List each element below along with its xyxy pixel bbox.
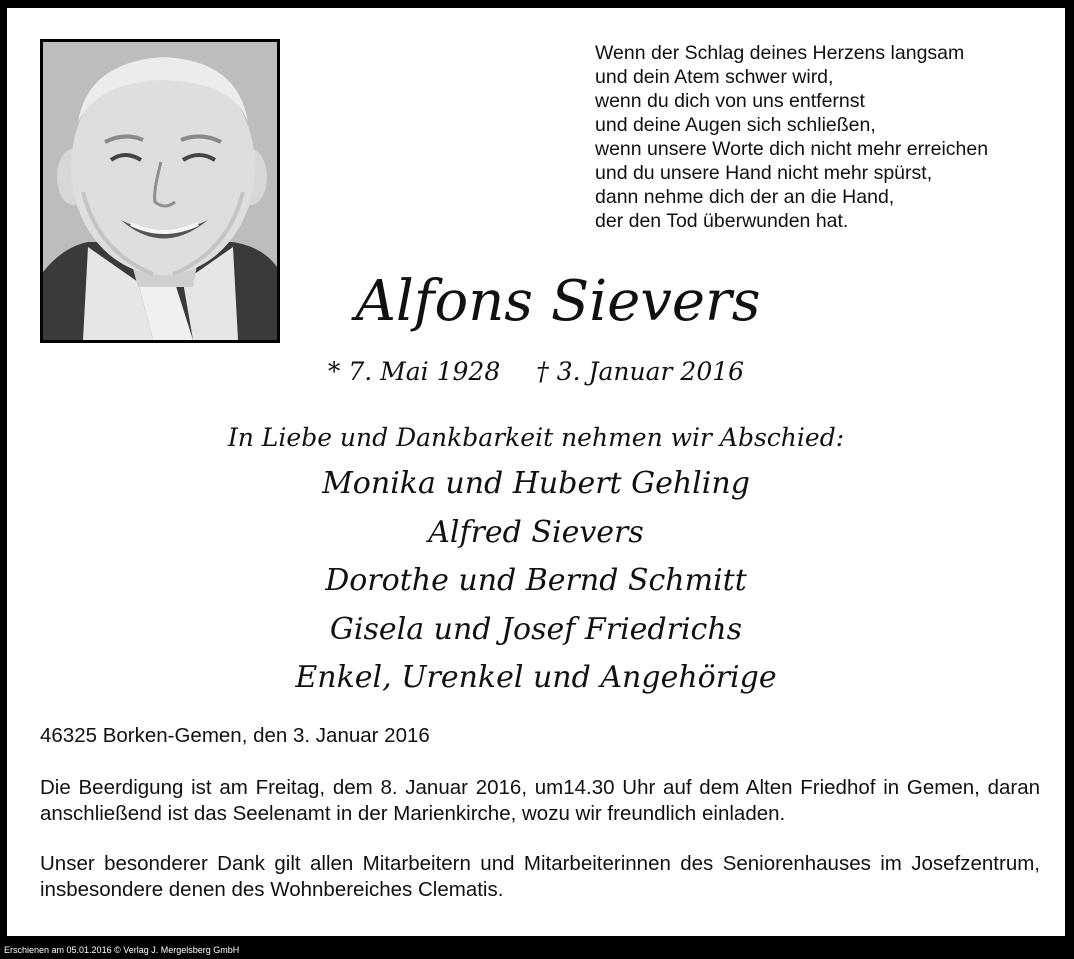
farewell-intro: In Liebe und Dankbarkeit nehmen wir Abschied:: [227, 423, 845, 452]
birth-date: * 7. Mai 1928: [327, 357, 501, 386]
thanks-notice: Unser besonderer Dank gilt allen Mitarbeitern und Mitarbeiterinnen des Seniorenhauses im Josefzentrum, insbesondere denen des Wohnbereiches Clematis.: [40, 852, 1040, 901]
poem-line: dann nehme dich der an die Hand,: [595, 186, 895, 208]
mourner-line: Gisela und Josef Friedrichs: [329, 611, 743, 647]
death-date: † 3. Januar 2016: [536, 357, 745, 386]
poem: [595, 41, 988, 233]
life-dates: [7, 356, 1065, 388]
mourner-line: Alfred Sievers: [428, 514, 644, 550]
obituary-card: [7, 8, 1065, 936]
mourner-line: Dorothe und Bernd Schmitt: [325, 563, 747, 598]
publication-footer: Erschienen am 05.01.2016 © Verlag J. Mergelsberg GmbH: [4, 945, 240, 955]
deceased-name-text: Alfons Sievers: [355, 269, 761, 334]
deceased-name: [7, 270, 1065, 334]
poem-line: der den Tod überwunden hat.: [595, 210, 849, 232]
poem-line: wenn du dich von uns entfernst: [595, 90, 865, 112]
poem-line: und du unsere Hand nicht mehr spürst,: [595, 162, 933, 184]
poem-line: und deine Augen sich schließen,: [595, 114, 876, 136]
mourner-line: Monika und Hubert Gehling: [322, 466, 750, 501]
poem-line: Wenn der Schlag deines Herzens langsam: [595, 42, 965, 64]
mourners-list: [7, 460, 1065, 703]
place-date: 46325 Borken-Gemen, den 3. Januar 2016: [40, 724, 430, 747]
poem-line: und dein Atem schwer wird,: [595, 66, 834, 88]
mourner-line: Enkel, Urenkel und Angehörige: [295, 660, 777, 695]
poem-line: wenn unsere Worte dich nicht mehr erreichen: [595, 138, 989, 160]
burial-notice: Die Beerdigung ist am Freitag, dem 8. Januar 2016, um14.30 Uhr auf dem Alten Friedhof in Gemen, daran anschließend ist das Seelenamt in der Marienkirche, wozu wir freundlich einladen.: [40, 776, 1040, 825]
